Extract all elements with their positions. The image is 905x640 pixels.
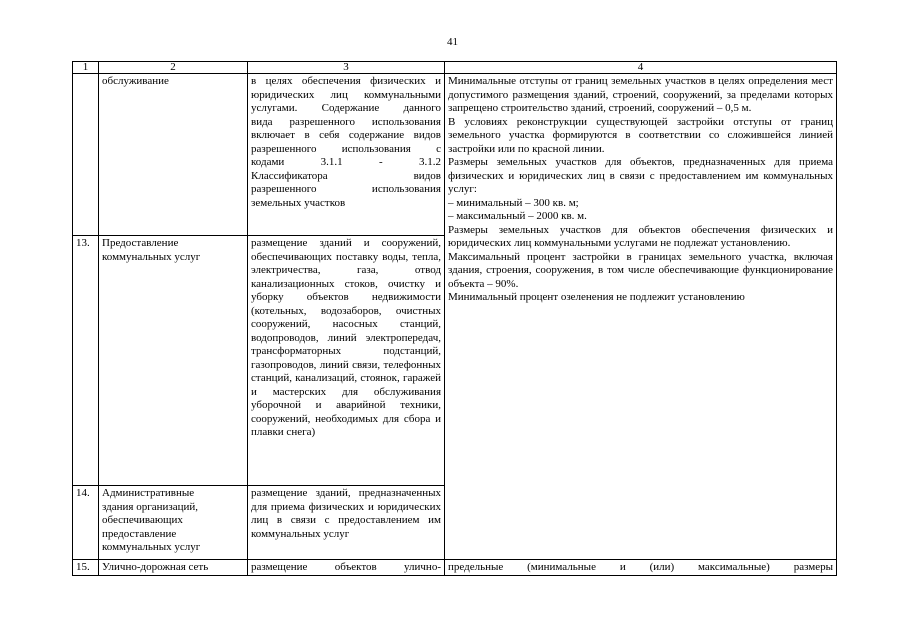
- desc-line: разрешенного использования с: [251, 142, 441, 155]
- name-line: предоставление: [102, 527, 177, 540]
- row-description: размещение объектов улично-: [248, 560, 445, 576]
- param-list-item: – минимальный – 300 кв. м;: [448, 196, 579, 209]
- name-line: Административные: [102, 487, 195, 499]
- cell-name: обслуживание: [99, 74, 248, 236]
- name-line: обеспечивающих: [102, 514, 183, 526]
- param-paragraph: Максимальный процент застройки в границах земельного участка, включая здания, строения, сооружения, в том числе обеспечивающие функционирование объекта – 90%.: [448, 250, 833, 290]
- cell-parameters: [445, 74, 837, 560]
- header-col-4: 4: [445, 62, 837, 74]
- regulations-table: [72, 61, 837, 576]
- table-row-continued: [73, 74, 837, 236]
- name-line: коммунальных услуг: [102, 541, 201, 553]
- desc-line: кодами 3.1.1 - 3.1.2: [251, 156, 441, 168]
- header-col-1: 1: [73, 62, 99, 74]
- param-paragraph: Минимальный процент озеленения не подлежит установлению: [448, 291, 745, 303]
- row-description: размещение зданий, предназначенных для приема физических и юридических лиц в связи с предоставлением им коммунальных услуг: [248, 486, 445, 560]
- desc-line: Классификатора видов: [251, 169, 441, 182]
- row-number: 15.: [73, 560, 99, 576]
- row-name: Улично-дорожная сеть: [99, 560, 248, 576]
- param-list-item: – максимальный – 2000 кв. м.: [448, 210, 587, 222]
- param-paragraph: Минимальные отступы от границ земельных участков в целях определения мест допустимого размещения зданий, строений, сооружений, за пределами которых запрещено строительство зданий, строений, сооружений – 0,5 м.: [448, 75, 833, 114]
- cell-num-empty: [73, 74, 99, 236]
- desc-line: услугами. Содержание данного: [251, 102, 441, 114]
- desc-line: включает в себя содержание видов: [251, 129, 441, 141]
- row-parameters: предельные (минимальные и (или) максимальные) размеры: [445, 560, 837, 576]
- desc-line: разрешенного использования: [251, 183, 441, 195]
- param-paragraph: В условиях реконструкции существующей застройки отступы от границ земельного участка формируются в соответствии со сложившейся линией застройки или по красной линии.: [448, 115, 833, 155]
- table-header-row: [73, 62, 837, 74]
- desc-line: земельных участков: [251, 196, 346, 209]
- header-col-2: 2: [99, 62, 248, 74]
- row-description: размещение зданий и сооружений, обеспечивающих поставку воды, тепла, электричества, газа, отвод канализационных стоков, очистку и уборку объектов недвижимости (котельных, водозаборов, очистных сооружений, насосных станций, водопроводов, линий электропередач, трансформаторных подстанций, газопроводов, линий связи, телефонных станций, канализаций, стоянок, гаражей и мастерских для обслуживания уборочной и аварийной техники, сооружений, необходимых для сбора и плавки снега): [248, 236, 445, 486]
- param-paragraph: Размеры земельных участков для объектов обеспечения физических и юридических лиц коммунальными услугами не подлежат установлению.: [448, 223, 833, 249]
- table-row-15: [73, 560, 837, 576]
- row-number: 14.: [73, 486, 99, 560]
- row-name: [99, 486, 248, 560]
- param-paragraph: Размеры земельных участков для объектов, предназначенных для приема физических и юридических лиц в связи с предоставлением им коммунальных услуг:: [448, 156, 833, 195]
- page-number: 41: [447, 36, 458, 48]
- name-line: здания организаций,: [102, 500, 199, 513]
- row-number: 13.: [73, 236, 99, 486]
- desc-line: вида разрешенного использования: [251, 115, 441, 128]
- header-col-3: 3: [248, 62, 445, 74]
- desc-line: юридических лиц коммунальными: [251, 88, 441, 101]
- desc-line: в целях обеспечения физических и: [251, 75, 441, 87]
- cell-description: [248, 74, 445, 236]
- row-name: Предоставление коммунальных услуг: [99, 236, 248, 486]
